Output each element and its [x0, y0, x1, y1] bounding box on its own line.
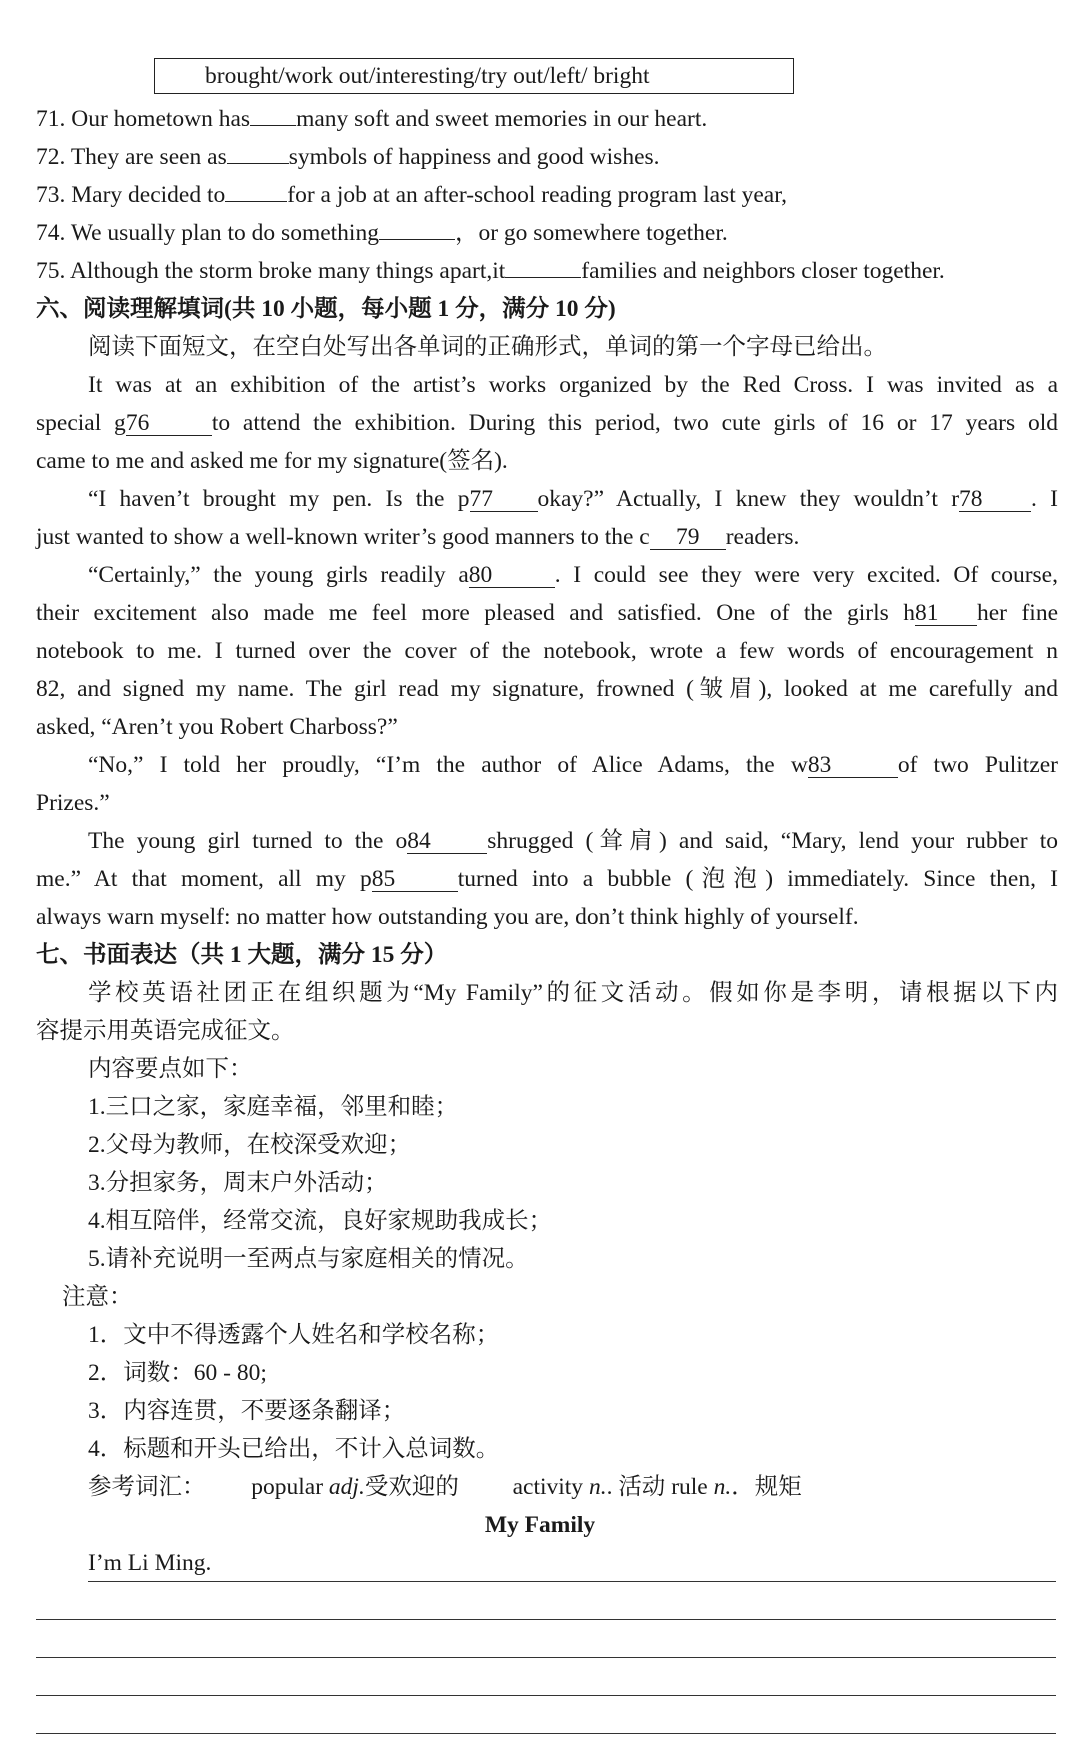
vocab-word: activity [512, 1474, 584, 1500]
passage-line: It was at an exhibition of the artist’s works organized by the Red Cross. I was invited as a [88, 372, 1058, 398]
note-item: 1．文中不得透露个人姓名和学校名称； [88, 1322, 500, 1348]
writing-line[interactable] [36, 1733, 1056, 1734]
points-label: 内容要点如下： [88, 1056, 253, 1082]
passage-line: “I haven’t brought my pen. Is the p77 okay?” Actually, I knew they wouldn’t r78 . I [88, 486, 1058, 512]
passage-line: always warn myself: no matter how outstanding you are, don’t think highly of yourself. [36, 904, 859, 930]
note-item: 4．标题和开头已给出，不计入总词数。 [88, 1436, 500, 1462]
vocab-word: popular [251, 1474, 324, 1500]
passage-line: came to me and asked me for my signature(签名). [36, 448, 508, 474]
passage-line: 82, and signed my name. The girl read my signature, frowned (皱眉), looked at me carefully and [36, 676, 1058, 702]
writing-line[interactable] [36, 1619, 1056, 1620]
answer-blank-83[interactable]: 83 [808, 753, 898, 778]
essay-title: My Family [484, 1512, 596, 1538]
word-bank: brought/work out/interesting/try out/left/ bright [205, 63, 650, 89]
answer-blank-76[interactable]: 76 [126, 411, 212, 436]
answer-blank-77[interactable]: 77 [470, 487, 538, 512]
passage-line: their excitement also made me feel more pleased and satisfied. One of the girls h81 her fine [36, 600, 1058, 626]
sentence-75: 75. Although the storm broke many things apart,it families and neighbors closer together. [36, 254, 1058, 288]
notes-label: 注意： [62, 1284, 133, 1310]
section6-instruction: 阅读下面短文，在空白处写出各单词的正确形式，单词的第一个字母已给出。 [88, 334, 887, 360]
note-item: 3．内容连贯，不要逐条翻译； [88, 1398, 406, 1424]
answer-blank-71[interactable] [250, 103, 296, 126]
passage-line: The young girl turned to the o84 shrugged (耸肩) and said, “Mary, lend your rubber to [88, 828, 1058, 854]
passage-line: asked, “Aren’t you Robert Charboss?” [36, 714, 398, 740]
word-bank-box [154, 58, 794, 94]
passage-line: me.” At that moment, all my p85 turned into a bubble (泡泡) immediately. Since then, I [36, 866, 1058, 892]
section6-heading: 六、阅读理解填词(共 10 小题，每小题 1 分，满分 10 分) [36, 296, 616, 322]
answer-blank-75[interactable] [505, 255, 581, 278]
answer-blank-73[interactable] [225, 179, 287, 202]
answer-blank-72[interactable] [227, 141, 289, 164]
sentence-72: 72. They are seen as symbols of happiness and good wishes. [36, 140, 1058, 174]
sentence-73: 73. Mary decided to for a job at an after-school reading program last year, [36, 178, 1058, 212]
essay-start: I’m Li Ming. [88, 1550, 212, 1576]
section7-intro: 学校英语社团正在组织题为“My Family”的征文活动。假如你是李明，请根据以下内 [88, 980, 1058, 1006]
answer-blank-84[interactable]: 84 [407, 829, 487, 854]
answer-blank-78[interactable]: 78 [959, 487, 1031, 512]
vocab-word: rule [671, 1474, 708, 1500]
content-point: 4.相互陪伴，经常交流，良好家规助我成长； [88, 1208, 553, 1234]
note-item: 2．词数：60 - 80; [88, 1360, 267, 1386]
passage-line: “No,” I told her proudly, “I’m the author of Alice Adams, the w83 of two Pulitzer [88, 752, 1058, 778]
section7-heading: 七、书面表达（共 1 大题，满分 15 分） [36, 942, 448, 968]
answer-blank-80[interactable]: 80 [469, 563, 555, 588]
answer-blank-81[interactable]: 81 [915, 601, 977, 626]
content-point: 2.父母为教师，在校深受欢迎； [88, 1132, 412, 1158]
content-point: 5.请补充说明一至两点与家庭相关的情况。 [88, 1246, 529, 1272]
content-point: 3.分担家务，周末户外活动； [88, 1170, 388, 1196]
answer-blank-79[interactable]: 79 [650, 525, 726, 550]
sentence-74: 74. We usually plan to do something ，or go somewhere together. [36, 216, 1058, 250]
content-point: 1.三口之家，家庭幸福，邻里和睦； [88, 1094, 459, 1120]
answer-blank-85[interactable]: 85 [372, 867, 458, 892]
vocab-label: 参考词汇： [88, 1474, 206, 1500]
passage-line: Prizes.” [36, 790, 110, 816]
passage-line: notebook to me. I turned over the cover of the notebook, wrote a few words of encouragement n [36, 638, 1058, 664]
passage-line: “Certainly,” the young girls readily a80 . I could see they were very excited. Of course, [88, 562, 1058, 588]
writing-line[interactable] [36, 1657, 1056, 1658]
passage-line: special g76 to attend the exhibition. During this period, two cute girls of 16 or 17 years old [36, 410, 1058, 436]
writing-line[interactable] [88, 1581, 1056, 1582]
writing-line[interactable] [36, 1695, 1056, 1696]
section7-intro: 容提示用英语完成征文。 [36, 1018, 295, 1044]
vocab-line: 参考词汇： popular adj.受欢迎的 activity n.. 活动 rule n.．规矩 [88, 1474, 802, 1500]
answer-blank-74[interactable] [379, 217, 455, 240]
passage-line: just wanted to show a well-known writer’s good manners to the c 79 readers. [36, 524, 800, 550]
sentence-71: 71. Our hometown has many soft and sweet memories in our heart. [36, 102, 1058, 136]
